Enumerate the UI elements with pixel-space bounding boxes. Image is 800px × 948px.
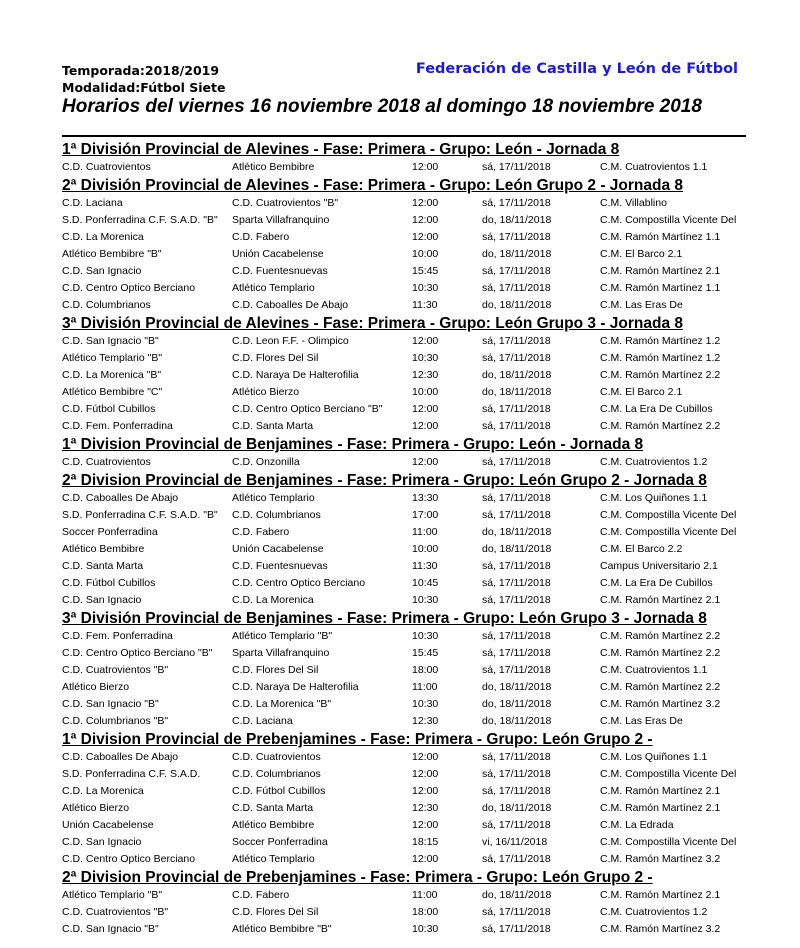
match-home: Atlético Bembibre "C" — [62, 386, 163, 398]
season-info — [62, 62, 226, 96]
match-home: Atlético Bembibre — [62, 543, 145, 555]
match-row — [62, 679, 752, 696]
section-title: 1ª División Provincial de Alevines - Fase: Primera - Grupo: León - Jornada 8 — [62, 141, 620, 158]
match-row — [62, 558, 752, 575]
match-venue: C.M. Ramón Martínez 1.1 — [600, 282, 721, 294]
match-time: 12:30 — [412, 369, 439, 381]
match-row — [62, 490, 752, 507]
match-date: sá, 17/11/2018 — [482, 906, 551, 918]
match-time: 11:30 — [412, 560, 438, 572]
match-date: sá, 17/11/2018 — [482, 282, 551, 294]
match-venue: C.M. Ramón Martínez 2.2 — [600, 369, 721, 381]
match-time: 18:00 — [412, 906, 439, 918]
match-away: Atlético Templario — [232, 282, 315, 294]
match-away: C.D. Fabero — [232, 889, 290, 901]
match-away: C.D. Naraya De Halterofilia — [232, 369, 359, 381]
section-title: 2ª Division Provincial de Prebenjamines - Fase: Primera - Grupo: León Grupo 2 - — [62, 869, 653, 886]
match-row — [62, 280, 752, 297]
match-away: C.D. Leon F.F. - Olimpico — [232, 335, 349, 347]
match-row — [62, 212, 752, 229]
match-venue: C.M. Ramón Martínez 2.1 — [600, 802, 721, 814]
match-time: 17:00 — [412, 509, 439, 521]
match-row — [62, 297, 752, 314]
match-row — [62, 766, 752, 783]
match-time: 10:45 — [412, 577, 439, 589]
match-home: C.D. Caboalles De Abajo — [62, 492, 179, 504]
match-away: C.D. Fuentesnuevas — [232, 265, 328, 277]
match-date: sá, 17/11/2018 — [482, 785, 551, 797]
match-date: do, 18/11/2018 — [482, 715, 552, 727]
match-date: sá, 17/11/2018 — [482, 768, 551, 780]
match-away: C.D. Laciana — [232, 715, 293, 727]
match-row — [62, 887, 752, 904]
match-home: C.D. Fem. Ponferradina — [62, 420, 173, 432]
match-home: C.D. Caboalles De Abajo — [62, 751, 179, 763]
match-row — [62, 418, 752, 435]
match-home: Atlético Bembibre "B" — [62, 248, 162, 260]
match-home: C.D. Fútbol Cubillos — [62, 403, 156, 415]
match-row — [62, 575, 752, 592]
match-time: 12:00 — [412, 456, 439, 468]
section-title: 3ª División Provincial de Benjamines - Fase: Primera - Grupo: León Grupo 3 - Jornada 8 — [62, 610, 707, 627]
match-time: 12:00 — [412, 420, 439, 432]
section-title: 2ª Division Provincial de Benjamines - Fase: Primera - Grupo: León Grupo 2 - Jornada 8 — [62, 472, 707, 489]
match-row — [62, 401, 752, 418]
match-row — [62, 817, 752, 834]
match-row — [62, 834, 752, 851]
match-date: do, 18/11/2018 — [482, 543, 552, 555]
match-row — [62, 367, 752, 384]
match-date: sá, 17/11/2018 — [482, 492, 551, 504]
match-venue: C.M. Ramón Martínez 3.2 — [600, 923, 721, 935]
match-home: C.D. La Morenica "B" — [62, 369, 162, 381]
match-away: C.D. Fuentesnuevas — [232, 560, 328, 572]
match-venue: C.M. Los Quiñones 1.1 — [600, 492, 708, 504]
match-away: Atlético Templario "B" — [232, 630, 333, 642]
match-home: C.D. La Morenica — [62, 231, 144, 243]
match-venue: C.M. Ramón Martínez 2.1 — [600, 265, 721, 277]
match-row — [62, 592, 752, 609]
match-time: 10:00 — [412, 248, 439, 260]
match-venue: C.M. El Barco 2.1 — [600, 248, 683, 260]
match-time: 12:30 — [412, 802, 439, 814]
match-row — [62, 263, 752, 280]
match-row — [62, 662, 752, 679]
match-venue: C.M. Ramón Martínez 2.2 — [600, 630, 721, 642]
match-date: sá, 17/11/2018 — [482, 420, 551, 432]
match-away: C.D. Flores Del Sil — [232, 352, 319, 364]
modality-label: Modalidad:Fútbol Siete — [62, 80, 226, 95]
match-home: C.D. San Ignacio "B" — [62, 698, 159, 710]
match-venue: C.M. La Era De Cubillos — [600, 577, 713, 589]
match-venue: C.M. Cuatrovientos 1.1 — [600, 161, 708, 173]
match-time: 12:00 — [412, 335, 439, 347]
match-away: C.D. Columbrianos — [232, 768, 321, 780]
match-venue: C.M. La Era De Cubillos — [600, 403, 713, 415]
match-venue: C.M. Ramón Martínez 2.2 — [600, 681, 721, 693]
match-row — [62, 195, 752, 212]
match-row — [62, 921, 752, 938]
match-time: 12:00 — [412, 819, 439, 831]
match-home: C.D. Cuatrovientos "B" — [62, 906, 169, 918]
match-away: Atlético Templario — [232, 492, 315, 504]
match-row — [62, 800, 752, 817]
match-date: sá, 17/11/2018 — [482, 577, 551, 589]
match-venue: C.M. Villablino — [600, 197, 667, 209]
match-date: do, 18/11/2018 — [482, 214, 552, 226]
match-home: C.D. Cuatrovientos "B" — [62, 664, 169, 676]
match-away: C.D. Cuatrovientos "B" — [232, 197, 339, 209]
match-venue: C.M. Los Quiñones 1.1 — [600, 751, 708, 763]
match-date: sá, 17/11/2018 — [482, 664, 551, 676]
match-away: C.D. Centro Optico Berciano "B" — [232, 403, 383, 415]
match-venue: C.M. Compostilla Vicente Del — [600, 526, 737, 538]
match-home: C.D. Centro Optico Berciano — [62, 282, 196, 294]
match-venue: C.M. Las Eras De — [600, 715, 683, 727]
match-time: 10:30 — [412, 282, 439, 294]
match-date: do, 18/11/2018 — [482, 526, 552, 538]
schedule-sections — [62, 140, 752, 938]
match-home: C.D. San Ignacio — [62, 836, 142, 848]
match-row — [62, 713, 752, 730]
schedule-subtitle: Horarios del viernes 16 noviembre 2018 al domingo 18 noviembre 2018 — [62, 96, 702, 117]
match-date: do, 18/11/2018 — [482, 369, 552, 381]
match-date: do, 18/11/2018 — [482, 802, 552, 814]
match-away: Soccer Ponferradina — [232, 836, 328, 848]
match-date: do, 18/11/2018 — [482, 386, 552, 398]
match-date: sá, 17/11/2018 — [482, 819, 551, 831]
match-time: 12:30 — [412, 715, 439, 727]
match-venue: C.M. Compostilla Vicente Del — [600, 836, 737, 848]
match-row — [62, 229, 752, 246]
match-venue: C.M. Ramón Martínez 1.2 — [600, 335, 721, 347]
match-row — [62, 246, 752, 263]
match-home: Atlético Templario "B" — [62, 889, 163, 901]
match-venue: C.M. Ramón Martínez 1.2 — [600, 352, 721, 364]
match-venue: C.M. Ramón Martínez 2.1 — [600, 594, 721, 606]
match-time: 12:00 — [412, 197, 439, 209]
match-home: Unión Cacabelense — [62, 819, 154, 831]
match-row — [62, 696, 752, 713]
match-time: 10:30 — [412, 630, 439, 642]
federation-name: Federación de Castilla y León de Fútbol — [415, 61, 738, 77]
match-date: sá, 17/11/2018 — [482, 509, 551, 521]
section-title: 1ª Division Provincial de Prebenjamines - Fase: Primera - Grupo: León Grupo 2 - — [62, 731, 653, 748]
match-venue: C.M. Cuatrovientos 1.2 — [600, 456, 708, 468]
match-venue: C.M. Ramón Martínez 3.2 — [600, 698, 721, 710]
match-away: C.D. Santa Marta — [232, 802, 314, 814]
match-home: Soccer Ponferradina — [62, 526, 158, 538]
match-date: sá, 17/11/2018 — [482, 352, 551, 364]
match-row — [62, 384, 752, 401]
match-away: C.D. Fútbol Cubillos — [232, 785, 326, 797]
header-divider — [62, 135, 746, 137]
match-date: sá, 17/11/2018 — [482, 265, 551, 277]
match-row — [62, 904, 752, 921]
match-date: sá, 17/11/2018 — [482, 647, 551, 659]
match-date: sá, 17/11/2018 — [482, 630, 551, 642]
section-title: 2ª División Provincial de Alevines - Fase: Primera - Grupo: León Grupo 2 - Jornada 8 — [62, 177, 684, 194]
match-away: C.D. La Morenica "B" — [232, 698, 332, 710]
match-time: 10:30 — [412, 923, 439, 935]
match-home: C.D. Centro Optico Berciano — [62, 853, 196, 865]
match-date: do, 18/11/2018 — [482, 248, 552, 260]
match-venue: C.M. El Barco 2.2 — [600, 543, 683, 555]
match-venue: C.M. Compostilla Vicente Del — [600, 768, 737, 780]
match-date: do, 18/11/2018 — [482, 681, 552, 693]
match-date: sá, 17/11/2018 — [482, 751, 551, 763]
match-away: C.D. Santa Marta — [232, 420, 314, 432]
match-home: C.D. La Morenica — [62, 785, 144, 797]
match-row — [62, 541, 752, 558]
section-title: 3ª División Provincial de Alevines - Fase: Primera - Grupo: León Grupo 3 - Jornada 8 — [62, 315, 684, 332]
match-home: C.D. Fútbol Cubillos — [62, 577, 156, 589]
match-row — [62, 159, 752, 176]
match-home: C.D. Columbrianos "B" — [62, 715, 169, 727]
match-away: C.D. Centro Optico Berciano — [232, 577, 366, 589]
match-row — [62, 333, 752, 350]
match-venue: C.M. Ramón Martínez 3.2 — [600, 853, 721, 865]
match-venue: C.M. Compostilla Vicente Del — [600, 509, 737, 521]
section-title: 1ª Division Provincial de Benjamines - Fase: Primera - Grupo: León - Jornada 8 — [62, 436, 644, 453]
match-date: sá, 17/11/2018 — [482, 594, 551, 606]
match-home: C.D. Cuatrovientos — [62, 456, 151, 468]
match-time: 10:00 — [412, 543, 439, 555]
match-away: Atlético Bembibre — [232, 161, 315, 173]
match-away: C.D. La Morenica — [232, 594, 314, 606]
match-date: sá, 17/11/2018 — [482, 923, 551, 935]
match-date: sá, 17/11/2018 — [482, 403, 551, 415]
season-label: Temporada:2018/2019 — [62, 63, 220, 78]
match-time: 15:45 — [412, 647, 439, 659]
match-date: vi, 16/11/2018 — [482, 836, 548, 848]
match-home: C.D. Santa Marta — [62, 560, 144, 572]
match-time: 10:30 — [412, 698, 439, 710]
match-row — [62, 350, 752, 367]
match-row — [62, 851, 752, 868]
match-home: Atlético Bierzo — [62, 681, 130, 693]
match-home: Atlético Templario "B" — [62, 352, 163, 364]
match-home: C.D. Cuatrovientos — [62, 161, 151, 173]
match-away: Unión Cacabelense — [232, 248, 324, 260]
match-home: C.D. San Ignacio — [62, 265, 142, 277]
match-away: C.D. Flores Del Sil — [232, 664, 319, 676]
match-row — [62, 454, 752, 471]
match-venue: C.M. Ramón Martínez 2.2 — [600, 420, 721, 432]
match-time: 12:00 — [412, 751, 439, 763]
match-home: C.D. Centro Optico Berciano "B" — [62, 647, 213, 659]
match-date: sá, 17/11/2018 — [482, 161, 551, 173]
match-venue: C.M. Cuatrovientos 1.1 — [600, 664, 708, 676]
match-away: C.D. Flores Del Sil — [232, 906, 319, 918]
match-away: C.D. Cuatrovientos — [232, 751, 321, 763]
match-venue: C.M. Ramón Martínez 1.1 — [600, 231, 721, 243]
match-away: C.D. Fabero — [232, 231, 290, 243]
match-date: sá, 17/11/2018 — [482, 335, 551, 347]
match-row — [62, 628, 752, 645]
match-away: C.D. Columbrianos — [232, 509, 321, 521]
match-date: sá, 17/11/2018 — [482, 231, 551, 243]
match-home: C.D. San Ignacio "B" — [62, 335, 159, 347]
match-date: sá, 17/11/2018 — [482, 197, 551, 209]
match-away: C.D. Fabero — [232, 526, 290, 538]
match-time: 12:00 — [412, 403, 439, 415]
match-time: 18:00 — [412, 664, 439, 676]
match-away: Sparta Villafranquino — [232, 647, 330, 659]
match-away: Unión Cacabelense — [232, 543, 324, 555]
match-time: 18:15 — [412, 836, 439, 848]
match-venue: Campus Universitario 2.1 — [600, 560, 718, 572]
match-away: Sparta Villafranquino — [232, 214, 330, 226]
match-row — [62, 645, 752, 662]
match-date: do, 18/11/2018 — [482, 299, 552, 311]
match-date: do, 18/11/2018 — [482, 889, 552, 901]
match-date: sá, 17/11/2018 — [482, 560, 551, 572]
match-row — [62, 749, 752, 766]
match-time: 12:00 — [412, 853, 439, 865]
match-away: C.D. Caboalles De Abajo — [232, 299, 349, 311]
match-home: S.D. Ponferradina C.F. S.A.D. — [62, 768, 201, 780]
match-home: C.D. Laciana — [62, 197, 123, 209]
match-date: do, 18/11/2018 — [482, 698, 552, 710]
match-home: C.D. San Ignacio "B" — [62, 923, 159, 935]
match-row — [62, 524, 752, 541]
match-time: 13:30 — [412, 492, 439, 504]
match-time: 12:00 — [412, 785, 439, 797]
match-venue: C.M. El Barco 2.1 — [600, 386, 683, 398]
match-time: 10:30 — [412, 594, 439, 606]
match-date: sá, 17/11/2018 — [482, 456, 551, 468]
match-away: Atlético Bembibre "B" — [232, 923, 332, 935]
match-venue: C.M. Ramón Martínez 2.1 — [600, 889, 721, 901]
match-venue: C.M. Las Eras De — [600, 299, 683, 311]
match-home: C.D. San Ignacio — [62, 594, 142, 606]
match-home: S.D. Ponferradina C.F. S.A.D. "B" — [62, 214, 218, 226]
match-home: C.D. Fem. Ponferradina — [62, 630, 173, 642]
match-home: Atlético Bierzo — [62, 802, 130, 814]
match-home: S.D. Ponferradina C.F. S.A.D. "B" — [62, 509, 218, 521]
match-venue: C.M. La Edrada — [600, 819, 674, 831]
match-time: 11:30 — [412, 299, 438, 311]
match-time: 11:00 — [412, 526, 438, 538]
match-away: Atlético Bembibre — [232, 819, 315, 831]
match-venue: C.M. Ramón Martínez 2.1 — [600, 785, 721, 797]
match-venue: C.M. Cuatrovientos 1.2 — [600, 906, 708, 918]
match-away: C.D. Onzonilla — [232, 456, 300, 468]
match-away: Atlético Bierzo — [232, 386, 300, 398]
match-venue: C.M. Compostilla Vicente Del — [600, 214, 737, 226]
match-away: C.D. Naraya De Halterofilia — [232, 681, 359, 693]
match-time: 11:00 — [412, 681, 438, 693]
match-time: 12:00 — [412, 214, 439, 226]
match-home: C.D. Columbrianos — [62, 299, 151, 311]
match-row — [62, 783, 752, 800]
match-time: 10:30 — [412, 352, 439, 364]
match-date: sá, 17/11/2018 — [482, 853, 551, 865]
match-time: 15:45 — [412, 265, 439, 277]
match-time: 11:00 — [412, 889, 438, 901]
match-venue: C.M. Ramón Martínez 2.2 — [600, 647, 721, 659]
match-time: 12:00 — [412, 768, 439, 780]
match-row — [62, 507, 752, 524]
match-time: 12:00 — [412, 161, 439, 173]
match-time: 10:00 — [412, 386, 439, 398]
match-away: Atlético Templario — [232, 853, 315, 865]
match-time: 12:00 — [412, 231, 439, 243]
